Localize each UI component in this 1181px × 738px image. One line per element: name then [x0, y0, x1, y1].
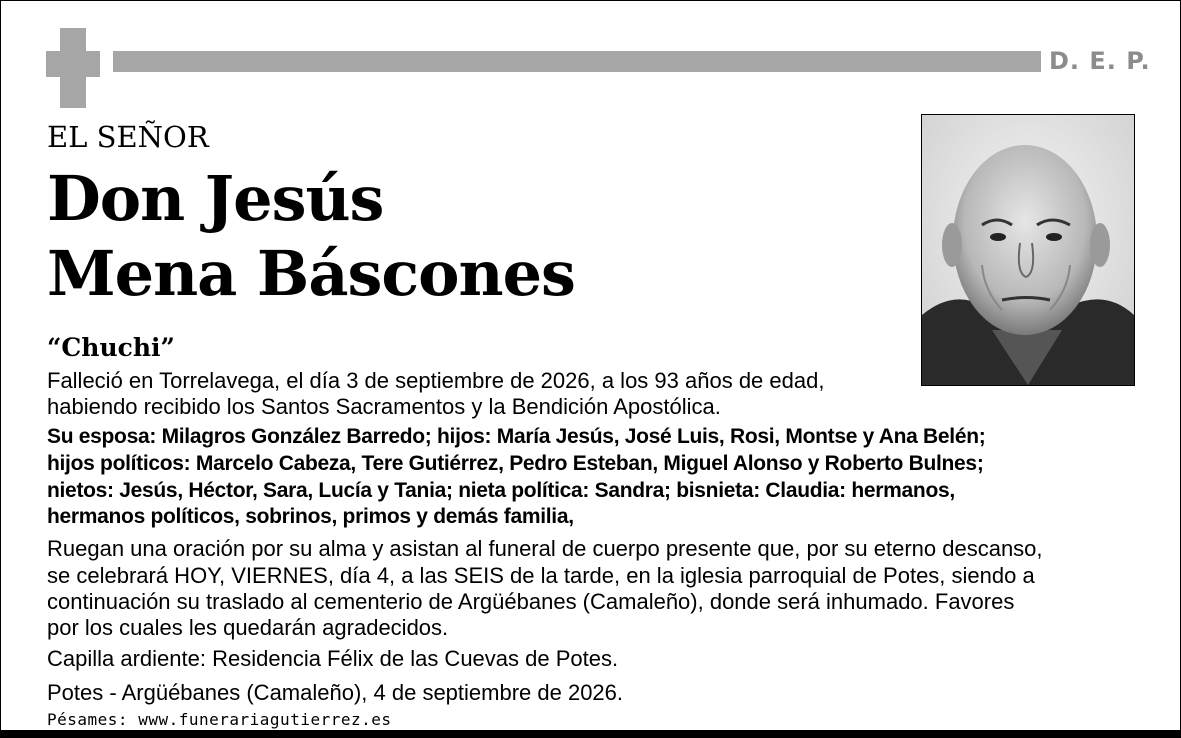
bottom-border [0, 730, 1181, 738]
cross-icon-bar [46, 51, 100, 77]
honorific-title: EL SEÑOR [47, 120, 209, 154]
deceased-name-line2: Mena Báscones [47, 237, 575, 310]
family-line: hermanos políticos, sobrinos, primos y demás familia, [47, 505, 574, 528]
funeral-line: Ruegan una oración por su alma y asistan al funeral de cuerpo presente que, por su eterno descanso, [47, 536, 1043, 561]
header-rule [113, 51, 1041, 72]
family-line: Su esposa: Milagros González Barredo; hijos: María Jesús, José Luis, Rosi, Montse y Ana Belén; [47, 425, 986, 448]
dep-label: D. E. P. [1049, 47, 1151, 75]
nickname: “Chuchi” [47, 333, 175, 362]
family-line: hijos políticos: Marcelo Cabeza, Tere Gutiérrez, Pedro Esteban, Miguel Alonso y Roberto Bulnes; [47, 452, 984, 475]
portrait-photo [921, 114, 1135, 386]
funeral-line: continuación su traslado al cementerio de Argüébanes (Camaleño), donde será inhumado. Favores [47, 589, 1015, 614]
family-line: nietos: Jesús, Héctor, Sara, Lucía y Tania; nieta política: Sandra; bisnieta: Claudia: hermanos, [47, 479, 955, 502]
place-date: Potes - Argüébanes (Camaleño), 4 de septiembre de 2026. [47, 680, 624, 705]
condolences-link[interactable]: Pésames: www.funerariagutierrez.es [47, 710, 392, 729]
funeral-line: se celebrará HOY, VIERNES, día 4, a las SEIS de la tarde, en la iglesia parroquial de Potes, siendo a [47, 563, 1035, 588]
deceased-name-line1: Don Jesús [47, 162, 384, 235]
death-notice-line2: habiendo recibido los Santos Sacramentos y la Bendición Apostólica. [47, 394, 721, 419]
chapel-info: Capilla ardiente: Residencia Félix de las Cuevas de Potes. [47, 646, 619, 671]
funeral-line: por los cuales les quedarán agradecidos. [47, 615, 449, 640]
death-notice-line1: Falleció en Torrelavega, el día 3 de septiembre de 2026, a los 93 años de edad, [47, 368, 825, 393]
